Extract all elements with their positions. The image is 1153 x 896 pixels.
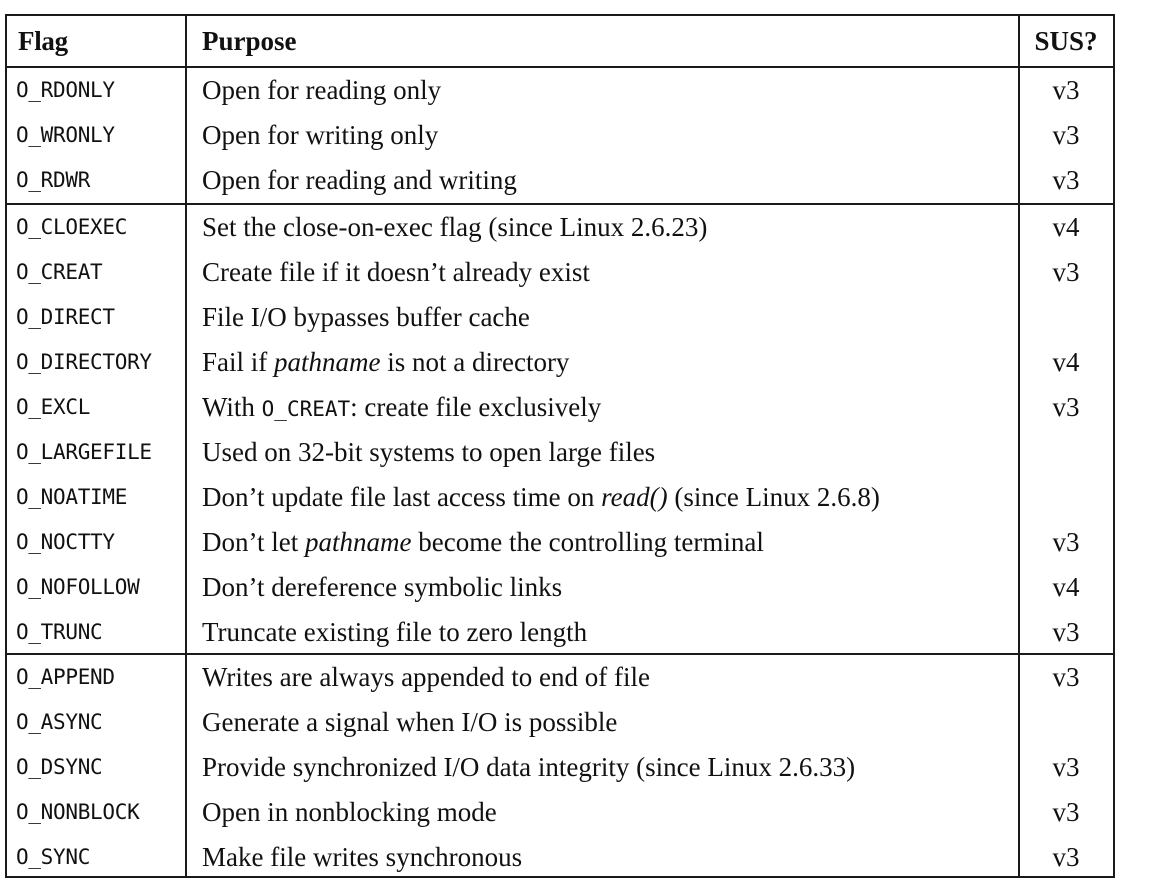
flag-cell: O_NOFOLLOW	[16, 575, 140, 599]
purpose-text: is not a directory	[380, 347, 570, 377]
sus-cell: v3	[1052, 165, 1080, 195]
flag-cell: O_CLOEXEC	[16, 215, 128, 239]
purpose-text: O_CREAT	[261, 397, 351, 421]
purpose-text: With	[202, 392, 262, 422]
table-row	[7, 205, 1113, 250]
sus-cell: v4	[1052, 572, 1080, 602]
flag-cell: O_DIRECT	[16, 305, 115, 329]
table-row	[7, 250, 1113, 295]
purpose-cell	[202, 745, 855, 790]
table-row	[7, 700, 1113, 745]
table-row	[7, 835, 1113, 880]
flag-cell: O_NOATIME	[16, 485, 128, 509]
sus-cell: v3	[1052, 617, 1080, 647]
sus-cell: v3	[1052, 752, 1080, 782]
purpose-cell	[202, 113, 438, 158]
purpose-text: Used on 32-bit systems to open large files	[202, 437, 656, 467]
table-row	[7, 790, 1113, 835]
table-row	[7, 475, 1113, 520]
sus-cell: v3	[1052, 75, 1080, 105]
table-header-row	[7, 19, 1113, 64]
sus-cell: v3	[1052, 392, 1080, 422]
flag-cell: O_APPEND	[16, 665, 115, 689]
flag-cell: O_NOCTTY	[16, 530, 115, 554]
purpose-cell	[202, 520, 764, 565]
purpose-cell	[202, 700, 617, 745]
purpose-cell	[202, 835, 522, 880]
purpose-text: File I/O bypasses buffer cache	[202, 302, 530, 332]
purpose-text: Provide synchronized I/O data integrity (since Linux 2.6.33)	[202, 752, 856, 782]
header-purpose: Purpose	[202, 26, 297, 56]
table-row	[7, 340, 1113, 385]
flag-cell: O_WRONLY	[16, 123, 115, 147]
purpose-text: Open in nonblocking mode	[202, 797, 497, 827]
table-row	[7, 745, 1113, 790]
table-row	[7, 295, 1113, 340]
sus-cell: v3	[1052, 797, 1080, 827]
table-row	[7, 430, 1113, 475]
flag-cell: O_TRUNC	[16, 620, 103, 644]
flag-cell: O_EXCL	[16, 395, 91, 419]
table-row	[7, 158, 1113, 203]
sus-cell: v3	[1052, 842, 1080, 872]
flag-cell: O_NONBLOCK	[16, 800, 140, 824]
flag-cell: O_ASYNC	[16, 710, 103, 734]
flag-cell: O_RDONLY	[16, 78, 115, 102]
table-row	[7, 655, 1113, 700]
purpose-text: Set the close-on-exec flag (since Linux 2.6.23)	[202, 212, 708, 242]
purpose-text: Don’t let	[202, 527, 305, 557]
purpose-cell	[202, 385, 601, 430]
header-sus: SUS?	[1034, 26, 1098, 56]
purpose-text: Writes are always appended to end of file	[202, 662, 650, 692]
flag-cell: O_LARGEFILE	[16, 440, 152, 464]
purpose-text: Open for reading and writing	[202, 165, 517, 195]
purpose-cell	[202, 295, 530, 340]
table-row	[7, 520, 1113, 565]
purpose-cell	[202, 790, 497, 835]
purpose-text: : create file exclusively	[350, 392, 602, 422]
purpose-cell	[202, 205, 707, 250]
purpose-text: Don’t dereference symbolic links	[202, 572, 563, 602]
flag-cell: O_CREAT	[16, 260, 103, 284]
sus-cell: v4	[1052, 212, 1080, 242]
table-row	[7, 113, 1113, 158]
purpose-text: Open for writing only	[202, 120, 439, 150]
purpose-text: Truncate existing file to zero length	[202, 617, 588, 647]
open-flags-table	[5, 14, 1115, 878]
purpose-text: pathname	[305, 527, 412, 557]
purpose-cell	[202, 565, 562, 610]
header-flag: Flag	[18, 26, 68, 56]
purpose-text: Make file writes synchronous	[202, 842, 523, 872]
sus-cell	[1019, 295, 1113, 340]
purpose-text: Create file if it doesn’t already exist	[202, 257, 590, 287]
sus-cell: v3	[1052, 662, 1080, 692]
sus-cell	[1019, 475, 1113, 520]
flag-cell: O_DIRECTORY	[16, 350, 152, 374]
table-row	[7, 385, 1113, 430]
purpose-cell	[202, 430, 655, 475]
sus-cell: v4	[1052, 347, 1080, 377]
table-row	[7, 610, 1113, 655]
table-row	[7, 68, 1113, 113]
sus-cell	[1019, 430, 1113, 475]
purpose-cell	[202, 655, 650, 700]
purpose-text: become the controlling terminal	[411, 527, 764, 557]
purpose-text: Generate a signal when I/O is possible	[202, 707, 618, 737]
purpose-cell	[202, 475, 880, 520]
flag-cell: O_DSYNC	[16, 755, 103, 779]
table-row	[7, 565, 1113, 610]
sus-cell: v3	[1052, 257, 1080, 287]
purpose-cell	[202, 340, 569, 385]
purpose-cell	[202, 158, 517, 203]
purpose-cell	[202, 610, 587, 655]
purpose-cell	[202, 250, 590, 295]
flag-cell: O_SYNC	[16, 845, 91, 869]
sus-cell: v3	[1052, 120, 1080, 150]
purpose-text: pathname	[274, 347, 381, 377]
purpose-text: Don’t update file last access time on	[202, 482, 602, 512]
sus-cell: v3	[1052, 527, 1080, 557]
purpose-text: (since Linux 2.6.8)	[667, 482, 880, 512]
purpose-text: read()	[601, 482, 668, 512]
purpose-text: Fail if	[202, 347, 274, 377]
flag-cell: O_RDWR	[16, 168, 91, 192]
purpose-cell	[202, 68, 441, 113]
purpose-text: Open for reading only	[202, 75, 442, 105]
sus-cell	[1019, 700, 1113, 745]
